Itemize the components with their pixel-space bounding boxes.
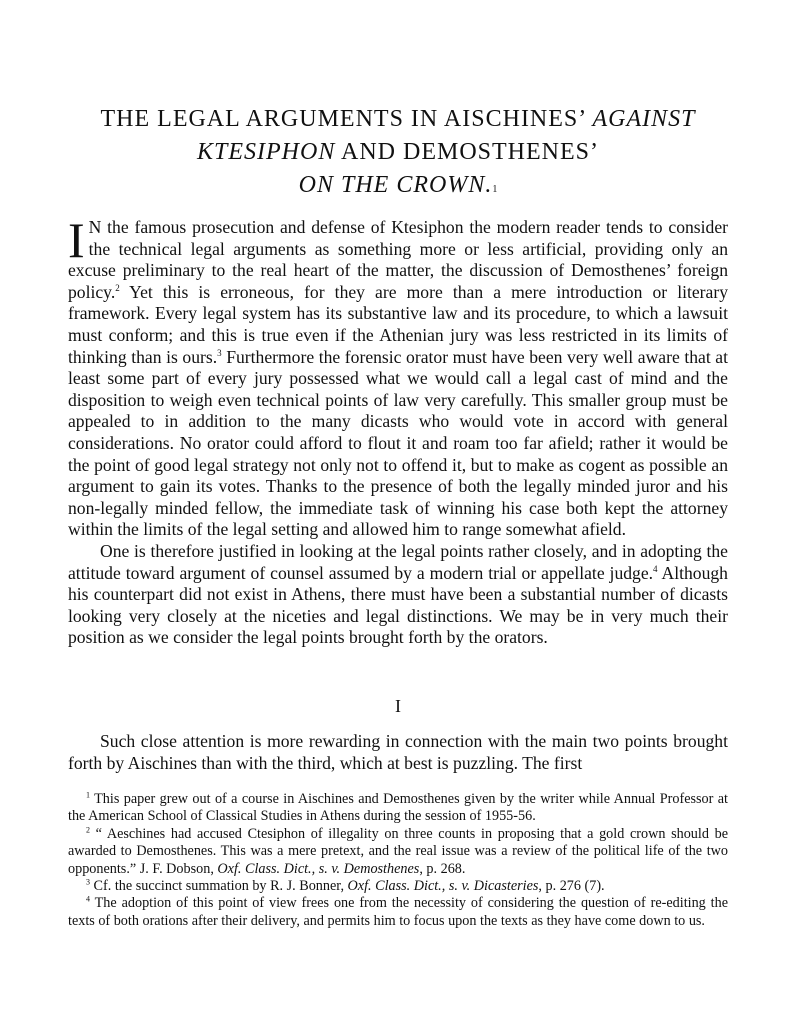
second-paragraph	[68, 541, 728, 649]
footnote-2-end: , p. 268.	[419, 860, 466, 877]
article-title	[68, 103, 728, 202]
footnote-4-text: The adoption of this point of view frees one from the necessity of considering the question of re-editing the texts of both orations after their delivery, and permits him to focus upon the texts as they have come down to us.	[68, 895, 728, 929]
footnote-4	[68, 895, 728, 930]
footnote-3-text: Cf. the succinct summation by R. J. Bonner,	[90, 878, 348, 895]
section-heading: I	[395, 696, 401, 716]
title-line-1	[68, 103, 728, 136]
footnote-ref-2: 2	[115, 282, 120, 293]
footnote-1-mark: 1	[86, 790, 90, 800]
intro-sentence-2: Yet this is erroneous, for they are more than a mere introduction or literary framework. Every legal system has its substantive law and its procedure, to which a lawsuit must conform; and this is true even if the Athenian jury was less restricted in its limits of thinking than is ours.	[68, 281, 728, 367]
para2-sentence-1: One is therefore justified in looking at the legal points rather closely, and in adopting the attitude toward argument of counsel assumed by a modern trial or appellate judge.	[68, 540, 728, 583]
title-line-2	[68, 136, 728, 169]
footnote-3-citation: Oxf. Class. Dict., s. v. Dicasteries	[347, 878, 539, 895]
title-footnote-mark: 1	[492, 184, 498, 195]
intro-sentence-3: Furthermore the forensic orator must have been very well aware that at least some part of every jury possessed what we would call a legal cast of mind and the disposition to weigh even technical points of law very carefully. This smaller group must be appealed to in addition to the many dicasts who would vote in accord with general considerations. No orator could afford to flout it and roam too far afield; rather it would be the point of good legal strategy not only not to offend it, but to make as cogent as possible an argument to gain its votes. Thanks to the presence of both the legally minded juror and his non-legally minded fellow, the immediate task of winning his case both kept the attorney within the limits of the legal setting and allowed him to range somewhat afield.	[68, 346, 728, 540]
section-text	[68, 731, 728, 774]
footnote-2-text: “ Aeschines had accused Ctesiphon of illegality on three counts in proposing that a gold crown should be awarded to Demosthenes. This was a mere pretext, and the real issue was a review of the political life of the two opponents.” J. F. Dobson,	[68, 825, 728, 877]
title-part-5: ON THE CROWN.	[298, 172, 493, 198]
footnote-ref-3: 3	[217, 347, 222, 358]
intro-paragraph	[68, 212, 728, 541]
para2-sentence-2: Although his counterpart did not exist in Athens, there must have been a substantial number of dicasts looking very closely at the niceties and legal distinctions. We may be in very much their position as we consider the legal points brought forth by the orators.	[68, 562, 728, 648]
footnote-ref-4: 4	[653, 563, 658, 574]
body-text	[68, 212, 728, 649]
title-part-4: AND DEMOSTHENES’	[341, 139, 600, 165]
footnotes	[68, 791, 728, 930]
footnote-2-citation: Oxf. Class. Dict., s. v. Demosthenes	[217, 860, 420, 877]
third-paragraph: Such close attention is more rewarding in connection with the main two points brought forth by Aischines than with the third, which at best is puzzling. The first	[68, 731, 728, 773]
title-part-3: KTESIPHON	[196, 139, 336, 165]
footnote-3-mark: 3	[86, 877, 90, 887]
footnote-2	[68, 826, 728, 878]
drop-cap: I	[68, 212, 85, 268]
title-part-1: THE LEGAL ARGUMENTS IN AISCHINES’	[100, 106, 586, 132]
title-part-2: AGAINST	[592, 106, 696, 132]
footnote-4-mark: 4	[86, 894, 90, 904]
footnote-1	[68, 791, 728, 826]
footnote-3-end: , p. 276 (7).	[538, 878, 605, 895]
title-line-3	[68, 169, 728, 202]
footnote-2-mark: 2	[86, 825, 90, 835]
intro-sentence-1: N the famous prosecution and defense of Ktesiphon the modern reader tends to consider the technical legal arguments as something more or less artificial, providing only an excuse preliminary to the real heart of the matter, the discussion of Demosthenes’ foreign policy.	[68, 217, 728, 302]
footnote-1-text: This paper grew out of a course in Aischines and Demosthenes given by the writer while Annual Professor at the American School of Classical Studies in Athens during the session of 1955-56.	[68, 791, 728, 825]
footnote-3	[68, 878, 728, 895]
